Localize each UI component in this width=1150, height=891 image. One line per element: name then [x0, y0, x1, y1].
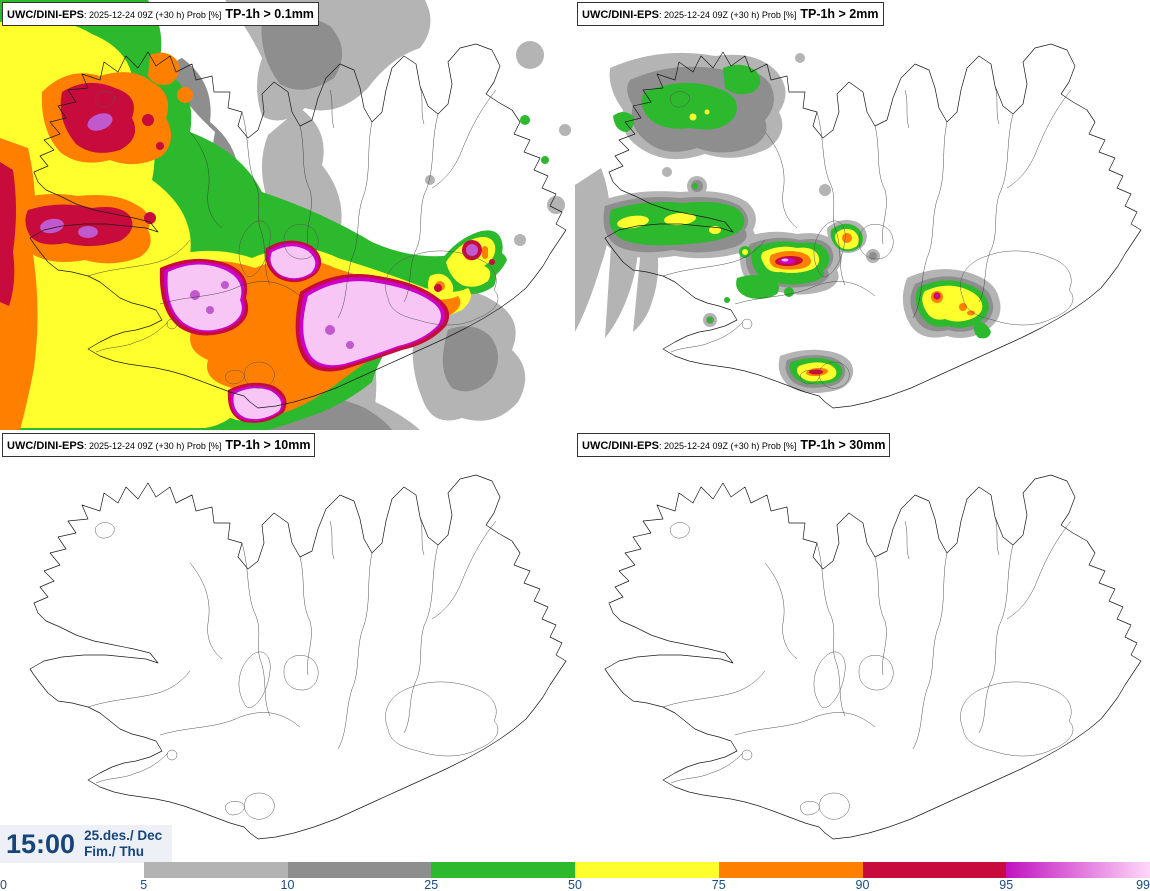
panel-title	[577, 2, 884, 26]
iceland-map	[0, 0, 575, 430]
colorbar-segment-10-25	[288, 862, 432, 878]
run-info: : 2025-12-24 09Z (+30 h) Prob [%]	[84, 441, 222, 451]
threshold-label: TP-1h > 10mm	[225, 438, 311, 452]
panel-title	[577, 433, 890, 457]
valid-date	[84, 828, 162, 859]
colorbar-tick: 90	[855, 878, 870, 891]
threshold-label: TP-1h > 30mm	[800, 438, 886, 452]
probability-colorbar	[0, 862, 1150, 878]
probability-field-overlay	[575, 53, 1001, 393]
colorbar-tick: 75	[711, 878, 726, 891]
model-name: UWC/DINI-EPS	[582, 440, 659, 452]
model-name: UWC/DINI-EPS	[7, 9, 84, 21]
colorbar-tick: 95	[999, 878, 1014, 891]
threshold-label: TP-1h > 2mm	[800, 7, 879, 21]
run-info: : 2025-12-24 09Z (+30 h) Prob [%]	[659, 10, 797, 20]
panel-title	[2, 433, 315, 457]
panel-title	[2, 2, 319, 26]
colorbar-tick: 0	[0, 878, 7, 891]
colorbar-segment-50-75	[575, 862, 719, 878]
iceland-map	[575, 0, 1150, 430]
map-panel-prob-2mm	[575, 0, 1150, 430]
model-name: UWC/DINI-EPS	[582, 9, 659, 21]
valid-date-bottom: Fim./ Thu	[84, 844, 145, 859]
run-info: : 2025-12-24 09Z (+30 h) Prob [%]	[84, 10, 222, 20]
colorbar-tick: 50	[568, 878, 582, 891]
iceland-map	[0, 431, 575, 861]
colorbar-segment-75-90	[719, 862, 863, 878]
colorbar-tick: 10	[280, 878, 295, 891]
map-panel-prob-10mm	[0, 431, 575, 861]
valid-date-top: 25.des./ Dec	[84, 828, 163, 844]
colorbar-tick: 25	[424, 878, 439, 891]
probability-field-overlay	[0, 0, 571, 430]
colorbar-tick-labels	[0, 878, 1150, 891]
run-info: : 2025-12-24 09Z (+30 h) Prob [%]	[659, 441, 797, 451]
colorbar-segment-90-95	[863, 862, 1007, 878]
colorbar-tick: 5	[140, 878, 148, 891]
threshold-label: TP-1h > 0.1mm	[225, 7, 314, 21]
colorbar-segment-5-10	[144, 862, 288, 878]
colorbar-tick: 99	[1136, 878, 1150, 891]
colorbar-segment-95-99	[1006, 862, 1150, 878]
valid-time-block	[0, 825, 172, 863]
colorbar-segment-25-50	[431, 862, 575, 878]
valid-time: 15:00	[6, 828, 76, 859]
map-panel-prob-30mm	[575, 431, 1150, 861]
iceland-map	[575, 431, 1150, 861]
model-name: UWC/DINI-EPS	[7, 440, 84, 452]
map-panel-prob-0p1mm	[0, 0, 575, 430]
